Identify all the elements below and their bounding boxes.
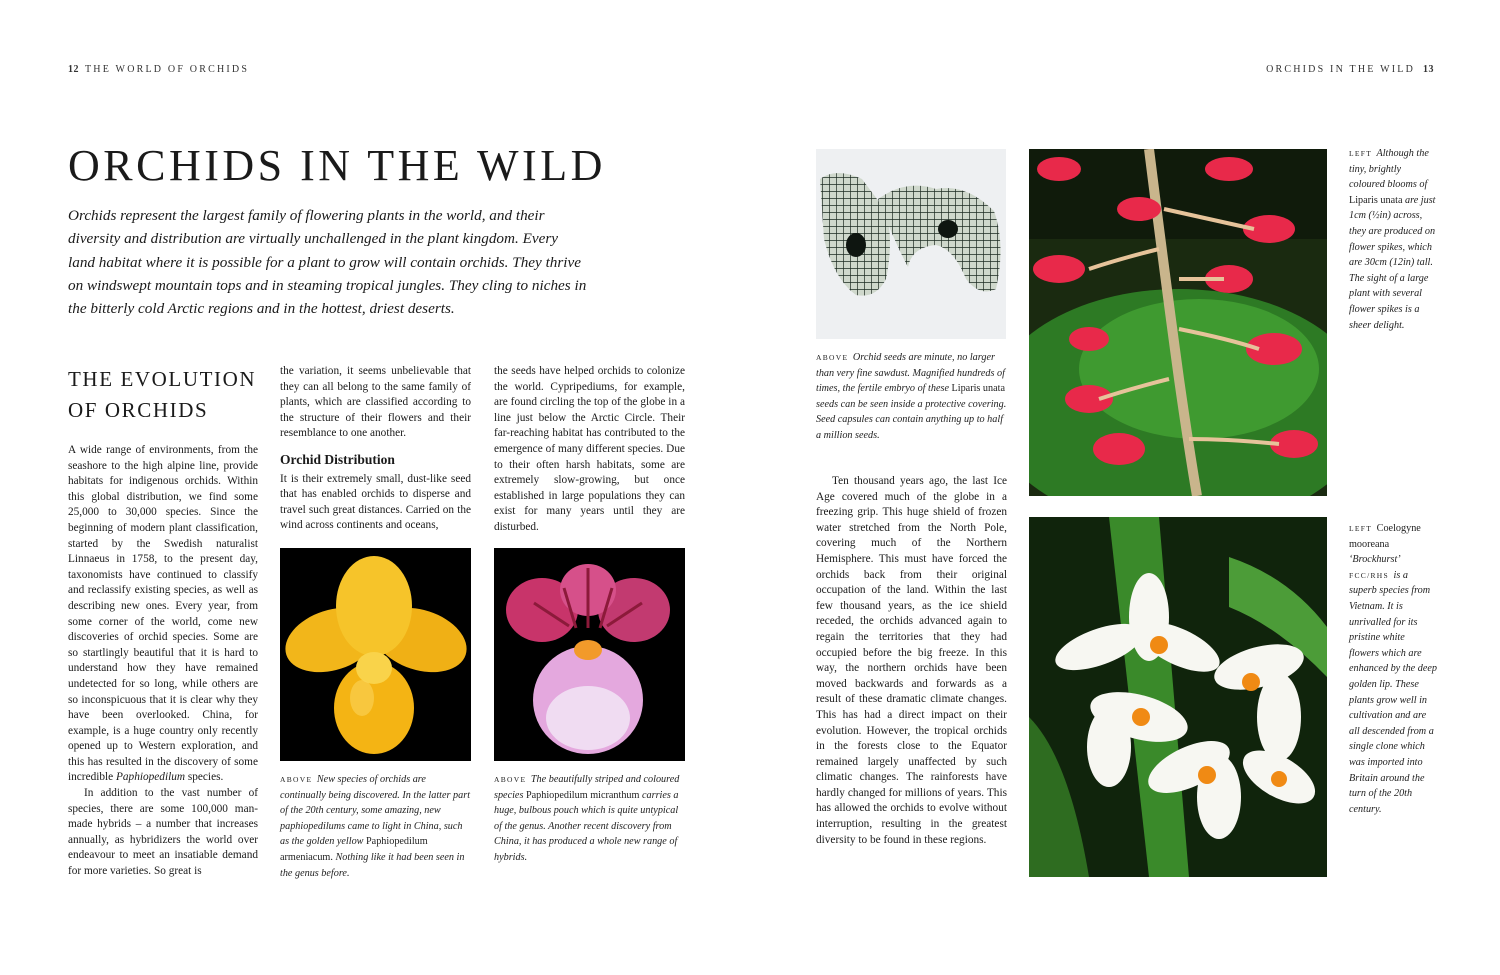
caption-pink-orchid [494, 772, 686, 866]
photo-liparis-unata [1029, 149, 1327, 496]
caption-label: ABOVE [816, 353, 849, 362]
text-column-1 [68, 443, 258, 880]
text-column-3 [494, 364, 685, 536]
text-column-right [816, 474, 1007, 848]
caption-coelogyne [1349, 521, 1437, 817]
paragraph: the seeds have helped orchids to colonize the world. Cypripediums, for example, are found circling the top of the globe in a line just below the Arctic Circle. Their far-reaching habitat has contributed to the emergence of many different species. Due to their often harsh habitats, some are extremely slow-growing, but once established in large populations they can exist for many years until they are disturbed. [494, 365, 685, 533]
page-number-right: 13 [1423, 64, 1434, 75]
photo-paphiopedilum-armeniacum [280, 548, 471, 761]
pink-orchid-illustration [494, 548, 685, 761]
running-title-left: THE WORLD OF ORCHIDS [85, 64, 250, 75]
caption-label: LEFT [1349, 149, 1373, 158]
paragraph: It is their extremely small, dust-like seed that has enabled orchids to disperse and travel such great distances. Carried on the wind across continents and oceans, [280, 472, 471, 532]
text: species. [187, 771, 224, 784]
caption-text: is a superb species from Vietnam. It is unrivalled for its pristine white flowers which are enhanced by the deep golden lip. These plants grow well in cultivation and are all descended from a single clone which was imported into Britain around the turn of the 20th century. [1349, 569, 1437, 815]
text-column-2 [280, 364, 471, 534]
species-name: Paphiopedilum armeniacum. [280, 836, 428, 863]
caption-text: Nothing like it had been seen in the genus before. [280, 851, 465, 879]
intro-paragraph: Orchids represent the largest family of flowering plants in the world, and their diversity and distribution are virtually unchallenged in the plant kingdom. Every land habitat where it is possible for a plant to grow will contain orchids. They thrive on windswept mountain tops and in steaming tropical jungles. They cling to niches in the bitterly cold Arctic regions and in the hottest, driest deserts. [68, 207, 587, 318]
paragraph: the variation, it seems unbelievable that they can all belong to the same family of plants, which are classified according to the structure of their flowers and their resemblance to one another. [280, 365, 471, 440]
section-heading-line2: OF ORCHIDS [68, 398, 209, 422]
species-name: Liparis unata [1349, 194, 1403, 206]
yellow-orchid-illustration [280, 548, 471, 761]
species-name: Paphiopedilum micranthum [525, 789, 640, 801]
liparis-illustration [1029, 149, 1327, 496]
caption-text: Although the tiny, brightly coloured blooms of [1349, 148, 1429, 191]
paragraph [68, 443, 258, 786]
caption-text: The beautifully striped and coloured species [494, 774, 680, 801]
page-number-left: 12 [68, 64, 79, 75]
caption-seeds [816, 350, 1008, 444]
paragraph: In addition to the vast number of species, there are some 100,000 man-made hybrids – a number that increases annually, as hybridizers the world over endeavour to meet an insatiable demand for more varieties. So great is [68, 787, 258, 878]
seeds-micrograph-illustration [816, 149, 1006, 339]
page-title: ORCHIDS IN THE WILD [68, 141, 606, 190]
running-head-left [68, 64, 249, 75]
caption-label: ABOVE [494, 775, 527, 784]
text: A wide range of environments, from the seashore to the high alpine line, provide habitats for indigenous orchids. Within this global distribution, we find some 25,000 to 30,000 species. Since the beginning of modern plant classification, started by the Swedish naturalist Linnaeus in 1758, to the present day, taxonomists have continued to classify and reclassify existing species, as well as describing new ones. Every year, from some corner of the world, come new discoveries of orchid species. Some are so startlingly beautiful that it is hard to understand how they have remained undetected for so long, while others are so inconspicuous that it is clear why they have been overlooked. China, for example, is a huge country only recently opened up to Western exploration, and this has resulted in the discovery of some incredible [68, 444, 258, 784]
caption-liparis [1349, 146, 1437, 333]
coelogyne-illustration [1029, 517, 1327, 877]
caption-label: LEFT [1349, 524, 1373, 533]
subheading: Orchid Distribution [280, 451, 395, 467]
genus-name: Paphiopedilum [116, 771, 186, 784]
photo-paphiopedilum-micranthum [494, 548, 685, 761]
caption-text: seeds can be seen inside a protective covering. Seed capsules can contain anything up to half a million seeds. [816, 398, 1007, 441]
caption-text: carries a huge, bulbous pouch which is quite untypical of the genus. Another recent discovery from China, it has produced a whole new range of hybrids. [494, 789, 679, 863]
caption-label: ABOVE [280, 775, 313, 784]
running-head-right [1266, 64, 1434, 75]
running-title-right: ORCHIDS IN THE WILD [1266, 64, 1415, 75]
caption-text: New species of orchids are continually being discovered. In the latter part of the 20th century, some amazing, new paphiopedilums came to light in China, such as the golden yellow [280, 774, 471, 848]
caption-text: Orchid seeds are minute, no larger than very fine sawdust. Magnified hundreds of times, the fertile embryo of these [816, 352, 1005, 395]
cultivar-name: ‘Brockhurst’ [1349, 554, 1400, 566]
section-heading-line1: THE EVOLUTION [68, 367, 257, 391]
photo-coelogyne-mooreana [1029, 517, 1327, 877]
species-name: Liparis unata [951, 383, 1005, 395]
photo-orchid-seeds [816, 149, 1006, 339]
paragraph: Ten thousand years ago, the last Ice Age covered much of the globe in a freezing grip. This huge shield of frozen water stretched from the North Pole, covering much of the Northern Hemisphere. This must have forced the orchids back from their original occupation of the land. Within the last few thousand years, as the ice shield receded, the orchids advanced again to regain the territories that they had occupied before the big freeze. In this way, the northern orchids have been moved backwards and forwards as a result of these dramatic climate changes. This has had a direct impact on their evolution. However, the tropical orchids in the forests close to the Equator remained largely unaffected by such climatic changes. The rainforests have hardly changed for millions of years. This has allowed the orchids to evolve without interruption, resulting in the greatest diversity to be found in these regions. [816, 475, 1007, 846]
caption-text: are just 1cm (½in) across, they are produced on flower spikes, which are 30cm (12in) tall. The sight of a large plant with several flower spikes is a sheer delight. [1349, 194, 1436, 331]
award-text: FCC/RHS [1349, 570, 1389, 580]
species-name: Coelogyne mooreana [1349, 523, 1421, 550]
caption-yellow-orchid [280, 772, 472, 881]
section-heading [68, 364, 268, 426]
